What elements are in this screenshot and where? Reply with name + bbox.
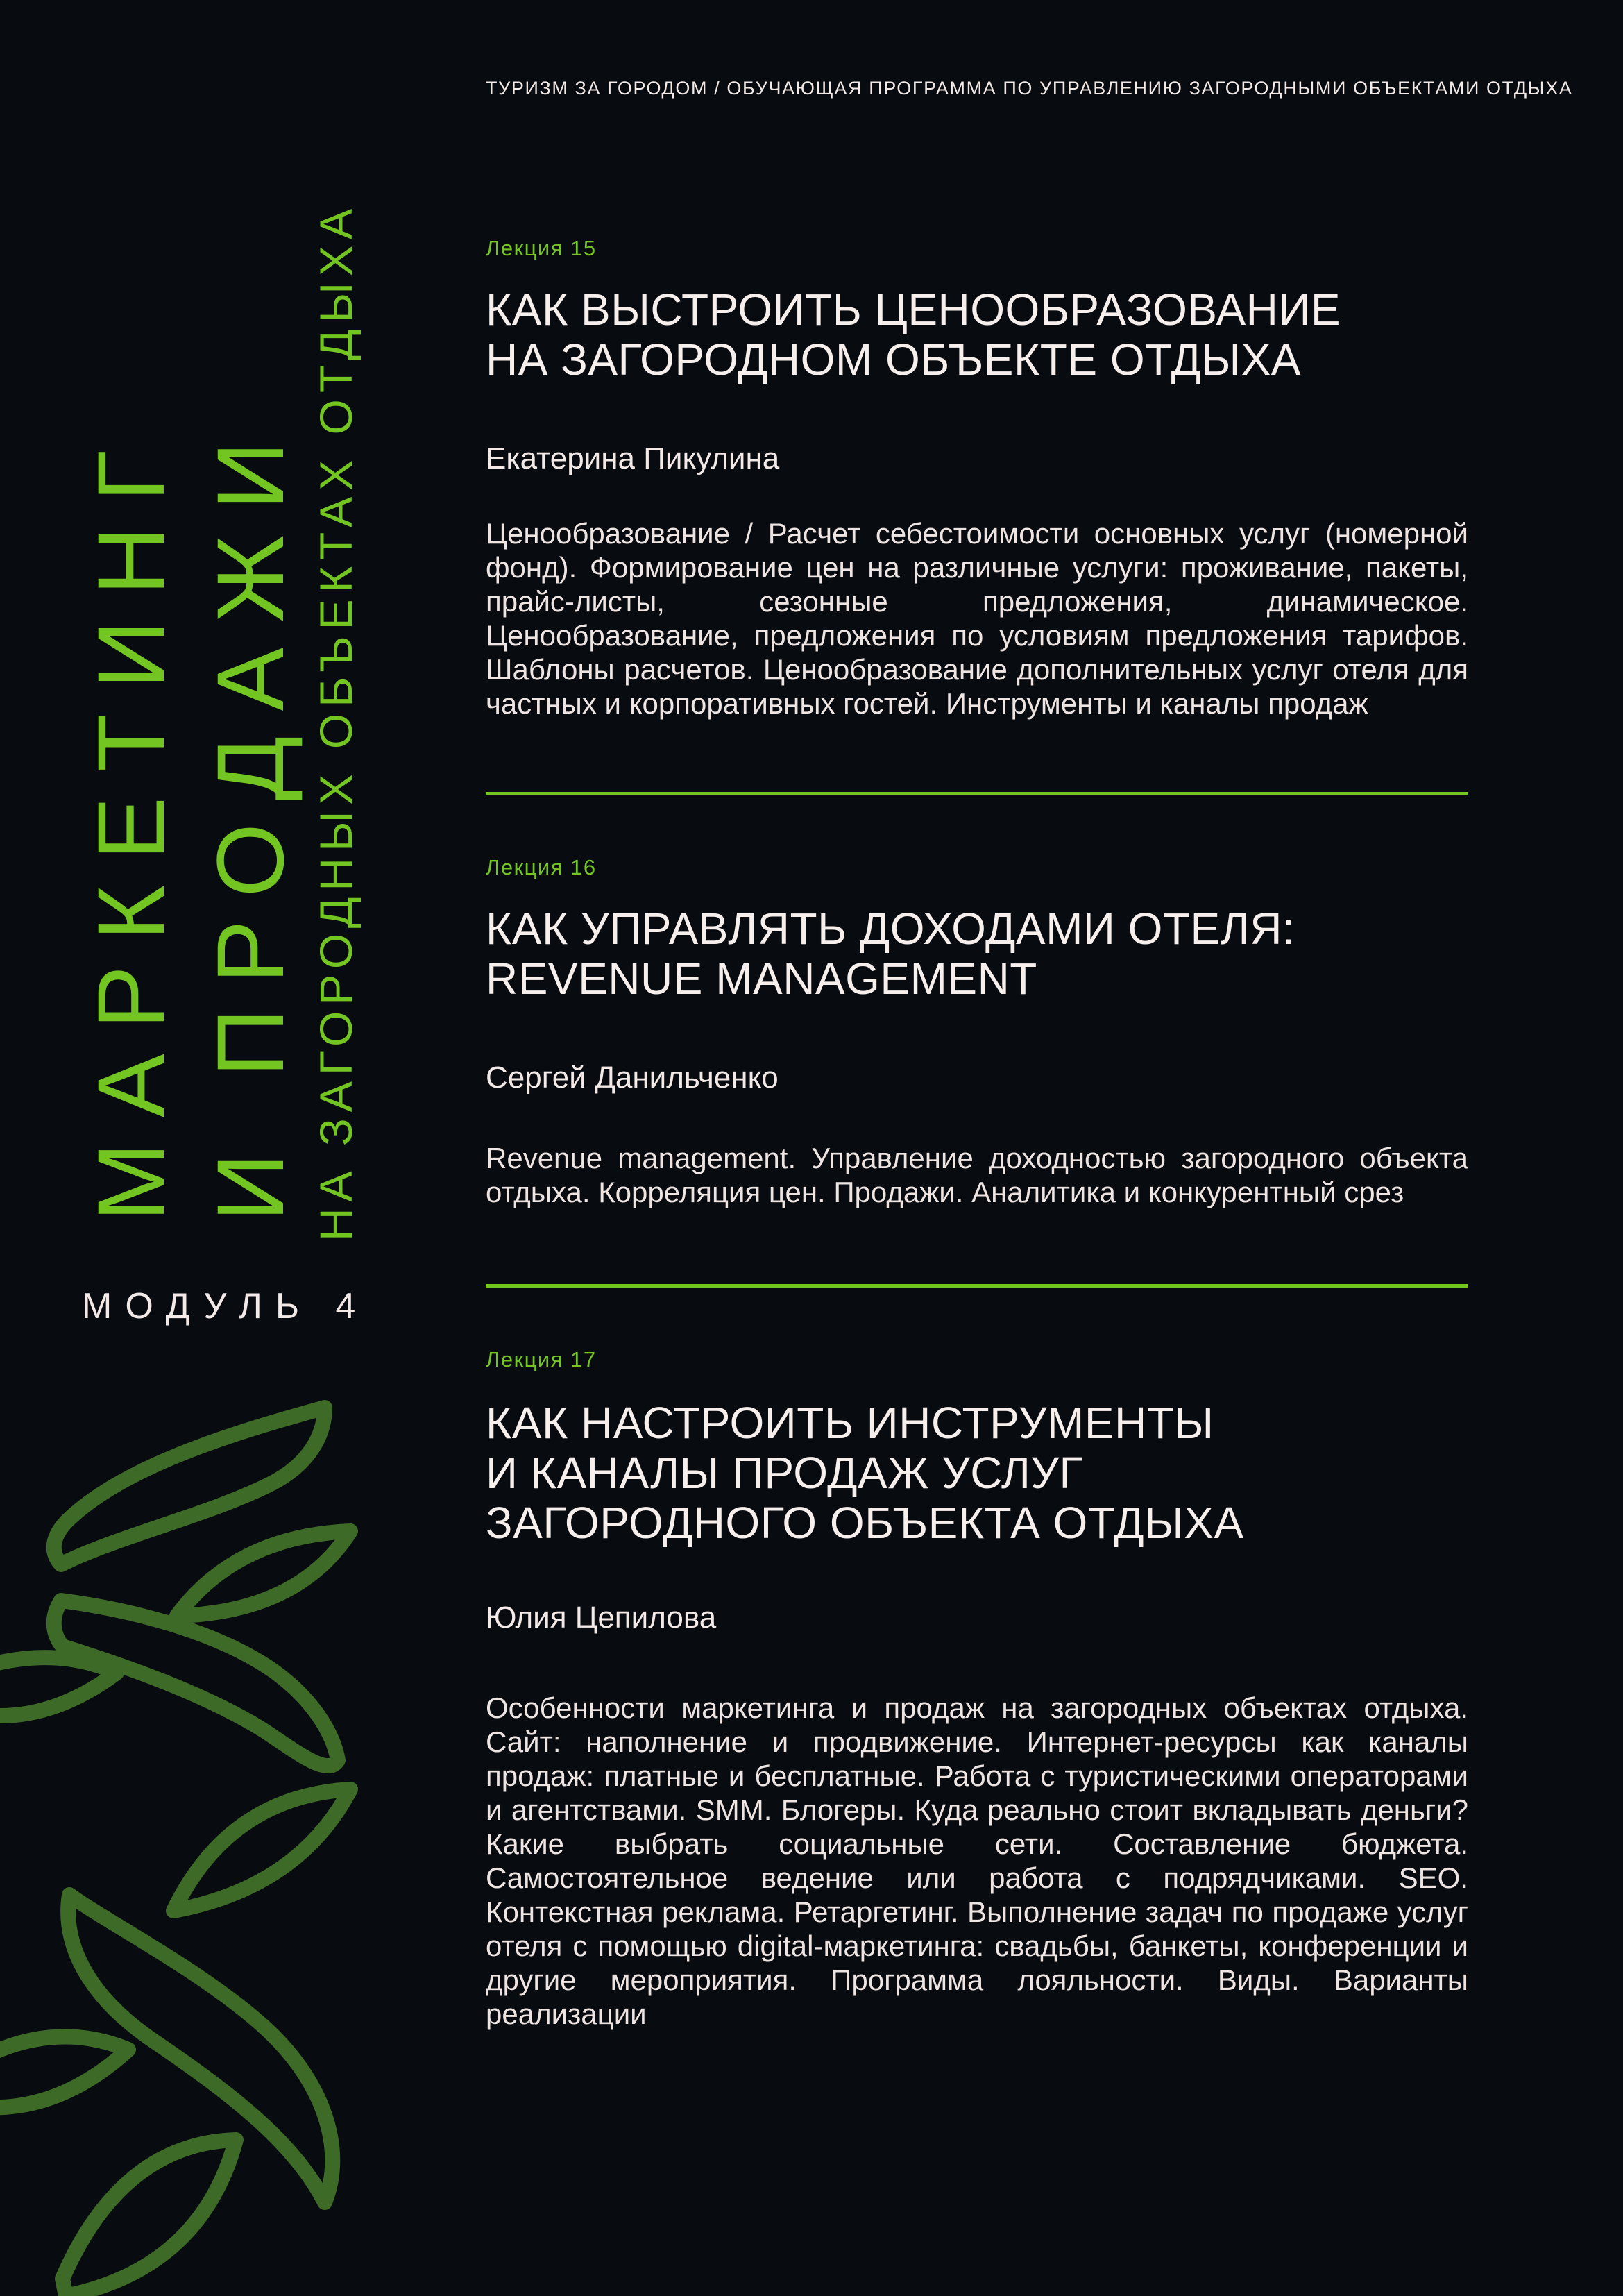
- lecture-17-title-line3: ЗАГОРОДНОГО ОБЪЕКТА ОТДЫХА: [486, 1498, 1244, 1548]
- lecture-16-title-line1: КАК УПРАВЛЯТЬ ДОХОДАМИ ОТЕЛЯ:: [486, 904, 1295, 954]
- lecture-17-label: Лекция 17: [486, 1347, 597, 1371]
- lecture-17-speaker: Юлия Цепилова: [486, 1601, 717, 1635]
- lecture-16-description: Revenue management. Управление доходностью загородного объекта отдыха. Корреляция цен. Продажи. Аналитика и конкурентный срез: [486, 1142, 1468, 1208]
- leaf-vine-ornament-icon: [0, 1373, 389, 2296]
- module-title-line2: И ПРОДАЖИ: [198, 416, 304, 1222]
- lecture-17-description: Особенности маркетинга и продаж на загородных объектах отдыха. Сайт: наполнение и продвижение. Интернет-ресурсы как каналы продаж: платные и бесплатные. Работа с туристическими операторами и агентствами. SMM. Блогеры. Куда реально стоит вкладывать деньги? Какие выбрать социальные сети. Составление бюджета. Самостоятельное ведение или работа с подрядчиками. SEO. Контекстная реклама. Ретаргетинг. Выполнение задач по продаже услуг отеля с помощью digital-маркетинга: свадьбы, банкеты, конференции и другие мероприятия. Программа лояльности. Виды. Варианты реализации: [486, 1691, 1468, 2030]
- lecture-15-speaker: Екатерина Пикулина: [486, 441, 780, 475]
- lecture-15-title-line1: КАК ВЫСТРОИТЬ ЦЕНООБРАЗОВАНИЕ: [486, 285, 1341, 335]
- page-header: ТУРИЗМ ЗА ГОРОДОМ / ОБУЧАЮЩАЯ ПРОГРАММА ПО УПРАВЛЕНИЮ ЗАГОРОДНЫМИ ОБЪЕКТАМИ ОТДЫХА: [486, 78, 1573, 99]
- lecture-16-label: Лекция 16: [486, 855, 597, 879]
- lecture-17-title-line2: И КАНАЛЫ ПРОДАЖ УСЛУГ: [486, 1448, 1084, 1498]
- lecture-17-title: [486, 1398, 1485, 1548]
- lecture-15-title-line2: НА ЗАГОРОДНОМ ОБЪЕКТЕ ОТДЫХА: [486, 335, 1301, 385]
- lecture-15-label: Лекция 15: [486, 236, 597, 260]
- module-number-label: МОДУЛЬ 4: [82, 1286, 369, 1326]
- module-title-vertical: [72, 416, 311, 1222]
- module-subtitle-vertical: НА ЗАГОРОДНЫХ ОБЪЕКТАХ ОТДЫХА: [310, 202, 362, 1241]
- section-divider: [486, 1284, 1468, 1288]
- module-title-line1: МАРКЕТИНГ: [78, 425, 185, 1222]
- lecture-17-title-line1: КАК НАСТРОИТЬ ИНСТРУМЕНТЫ: [486, 1398, 1214, 1448]
- lecture-16-speaker: Сергей Данильченко: [486, 1061, 779, 1095]
- lecture-15-title: [486, 285, 1485, 385]
- lecture-15-description: Ценообразование / Расчет себестоимости основных услуг (номерной фонд). Формирование цен на различные услуги: проживание, пакеты, прайс-листы, сезонные предложения, динамическое. Ценообразование, предложения по условиям предложения тарифов. Шаблоны расчетов. Ценообразование дополнительных услуг отеля для частных и корпоративных гостей. Инструменты и каналы продаж: [486, 517, 1468, 720]
- section-divider: [486, 792, 1468, 795]
- lecture-16-title: [486, 904, 1485, 1004]
- lecture-16-title-line2: REVENUE MANAGEMENT: [486, 954, 1037, 1004]
